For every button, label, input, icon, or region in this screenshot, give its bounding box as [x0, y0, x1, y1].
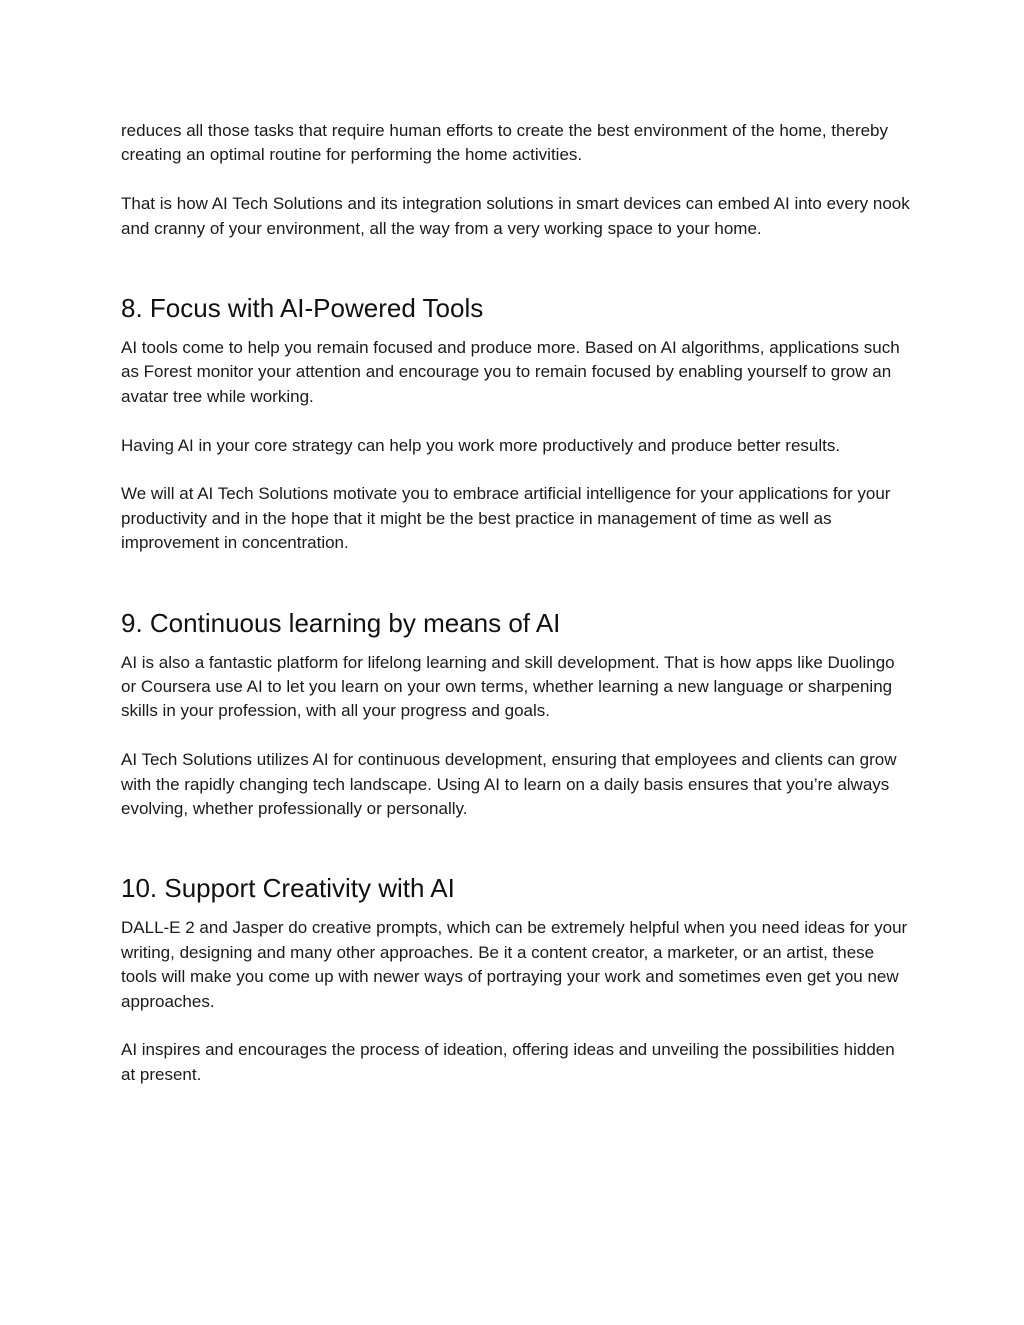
section-heading: 10. Support Creativity with AI [121, 873, 455, 904]
section-paragraph: AI tools come to help you remain focused and produce more. Based on AI algorithms, applications such as Forest monitor your attention and encourage you to remain focused by enabling yourself to grow an avatar tree while working. [121, 338, 900, 406]
section-heading: 9. Continuous learning by means of AI [121, 607, 561, 638]
intro-paragraph-2: That is how AI Tech Solutions and its integration solutions in smart devices can embed AI into every nook and cranny of your environment, all the way from a very working space to your home. [121, 194, 910, 238]
document-page [121, 119, 911, 1087]
section-paragraph: AI is also a fantastic platform for lifelong learning and skill development. That is how apps like Duolingo or Coursera use AI to let you learn on your own terms, whether learning a new language or sharpening skills in your profession, with all your progress and goals. [121, 652, 895, 721]
section-focus [121, 292, 911, 556]
intro-paragraph-1: reduces all those tasks that require human efforts to create the best environment of the home, thereby creating an optimal routine for performing the home activities. [121, 121, 889, 165]
section-continuous-learning [121, 607, 911, 822]
section-paragraph: Having AI in your core strategy can help you work more productively and produce better results. [121, 435, 841, 455]
section-paragraph: We will at AI Tech Solutions motivate you to embrace artificial intelligence for your applications for your productivity and in the hope that it might be the best practice in management of time as well as improvement in concentration. [121, 484, 891, 553]
section-heading: 8. Focus with AI-Powered Tools [121, 293, 484, 324]
section-paragraph: DALL-E 2 and Jasper do creative prompts, which can be extremely helpful when you need ideas for your writing, designing and many other approaches. Be it a content creator, a marketer, or an artist, these tools will make you come up with newer ways of portraying your work and sometimes even get you new approaches. [121, 918, 908, 1011]
section-paragraph: AI inspires and encourages the process of ideation, offering ideas and unveiling the possibilities hidden at present. [121, 1040, 895, 1084]
section-creativity [121, 872, 911, 1087]
section-paragraph: AI Tech Solutions utilizes AI for continuous development, ensuring that employees and clients can grow with the rapidly changing tech landscape. Using AI to learn on a daily basis ensures that you’re always evolving, whether professionally or personally. [121, 750, 897, 819]
